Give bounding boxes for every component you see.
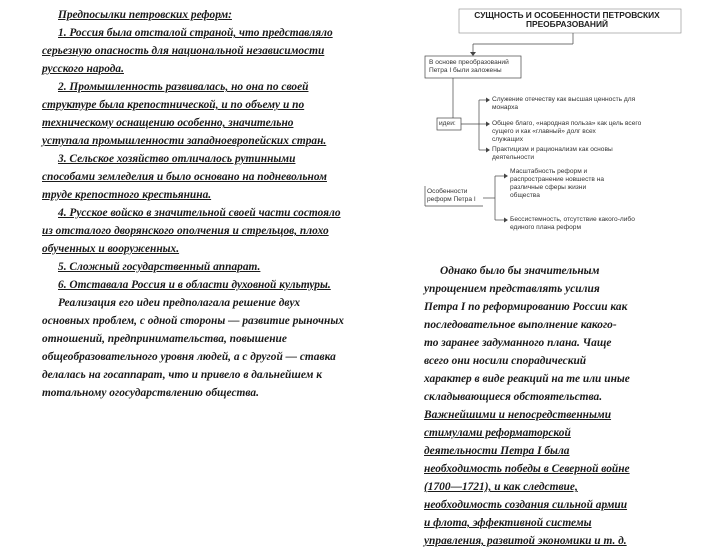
text-line: Важнейшими и непосредственными: [424, 409, 612, 421]
text-line: серьезную опасность для национальной независимости: [42, 45, 325, 57]
feature-unsystematic: Бесcистемность, отсутствие какого-либо единого плана реформ: [510, 216, 635, 231]
text-line: складывающиеся обстоятельства.: [424, 391, 603, 403]
text-line: Однако было бы значительным: [440, 265, 600, 277]
text-line: 2. Промышленность развивалась, но она по своей: [58, 81, 309, 93]
idea-common-good: Общее благо, «народная польза» как цель всего сущего и как «главный» долг всех служащих: [492, 120, 642, 143]
text-line: Реализация его идеи предполагала решение двух: [58, 297, 301, 309]
text-line: 1. Россия была отсталой страной, что представляло: [58, 27, 333, 39]
text-line: способами земледелия и было основано на подневольном: [42, 171, 327, 183]
text-line: 3. Сельское хозяйство отличалось рутинными: [58, 153, 296, 165]
text-line: основных проблем, с одной стороны — развитие рыночных: [42, 315, 344, 327]
ideas-label: идеи:: [439, 120, 456, 127]
text-line: техническому оснащению особенно, значительно: [42, 117, 294, 129]
text-line: 6. Отставала Россия и в области духовной культуры.: [58, 279, 331, 291]
text-line: то заранее задуманного плана. Чаще: [424, 337, 612, 349]
basis-label: В основе преобразований Петра I были заложены: [429, 59, 509, 74]
text-line: необходимость победы в Северной войне: [424, 463, 630, 475]
idea-pragmatism: Практицизм и рационализм как основы деятельности: [492, 146, 613, 161]
reform-prerequisites-text: [42, 6, 414, 402]
text-line: структуре была крепостнической, и по объему и по: [42, 99, 305, 111]
text-line: и флота, эффективной системы: [424, 517, 592, 529]
text-line: русского народа.: [42, 63, 124, 75]
text-line: управления, развитой экономики и т. д.: [424, 535, 627, 547]
text-line: стимулами реформаторской: [424, 427, 571, 439]
text-line: делалась на госаппарат, что и привело в дальнейшем к: [42, 369, 323, 381]
text-line: общеобразовательного уровня людей, а с другой — ставка: [42, 351, 336, 363]
text-line: (1700—1721), и как следствие,: [424, 481, 578, 493]
text-line: всего они носили спорадический: [424, 355, 587, 367]
text-line: отношений, предпринимательства, повышение: [42, 333, 287, 345]
diagram-title: СУЩНОСТЬ И ОСОБЕННОСТИ ПЕТРОВСКИХ ПРЕОБРАЗОВАНИЙ: [474, 10, 660, 29]
text-line: 5. Сложный государственный аппарат.: [58, 261, 261, 273]
reforms-diagram: [423, 8, 685, 248]
text-line: тотальному огосударствлению общества.: [42, 387, 259, 399]
idea-service: Служение отечеству как высшая ценность для монарха: [492, 96, 636, 111]
features-label: Особенности реформ Петра I: [427, 188, 476, 203]
text-line: Предпосылки петровских реформ:: [58, 9, 232, 21]
text-line: Петра I по реформированию России как: [424, 301, 628, 313]
text-line: обученных и вооруженных.: [42, 243, 180, 255]
text-line: последовательное выполнение какого-: [424, 319, 617, 331]
text-line: характер в виде реакций на те или иные: [424, 373, 630, 385]
text-line: необходимость создания сильной армии: [424, 499, 628, 511]
feature-scale: Масштабность реформ и распространение новшеств на различные сферы жизни общества: [510, 168, 605, 199]
reform-stimuli-text: [424, 262, 709, 550]
text-line: деятельности Петра I была: [424, 445, 570, 457]
text-line: упрощением представлять усилия: [424, 283, 600, 295]
text-line: 4. Русское войско в значительной своей части состояло: [58, 207, 341, 219]
text-line: труде крепостного крестьянина.: [42, 189, 212, 201]
text-line: уступала промышленности западноевропейских стран.: [42, 135, 327, 147]
text-line: из отсталого дворянского ополчения и стрельцов, плохо: [42, 225, 329, 237]
